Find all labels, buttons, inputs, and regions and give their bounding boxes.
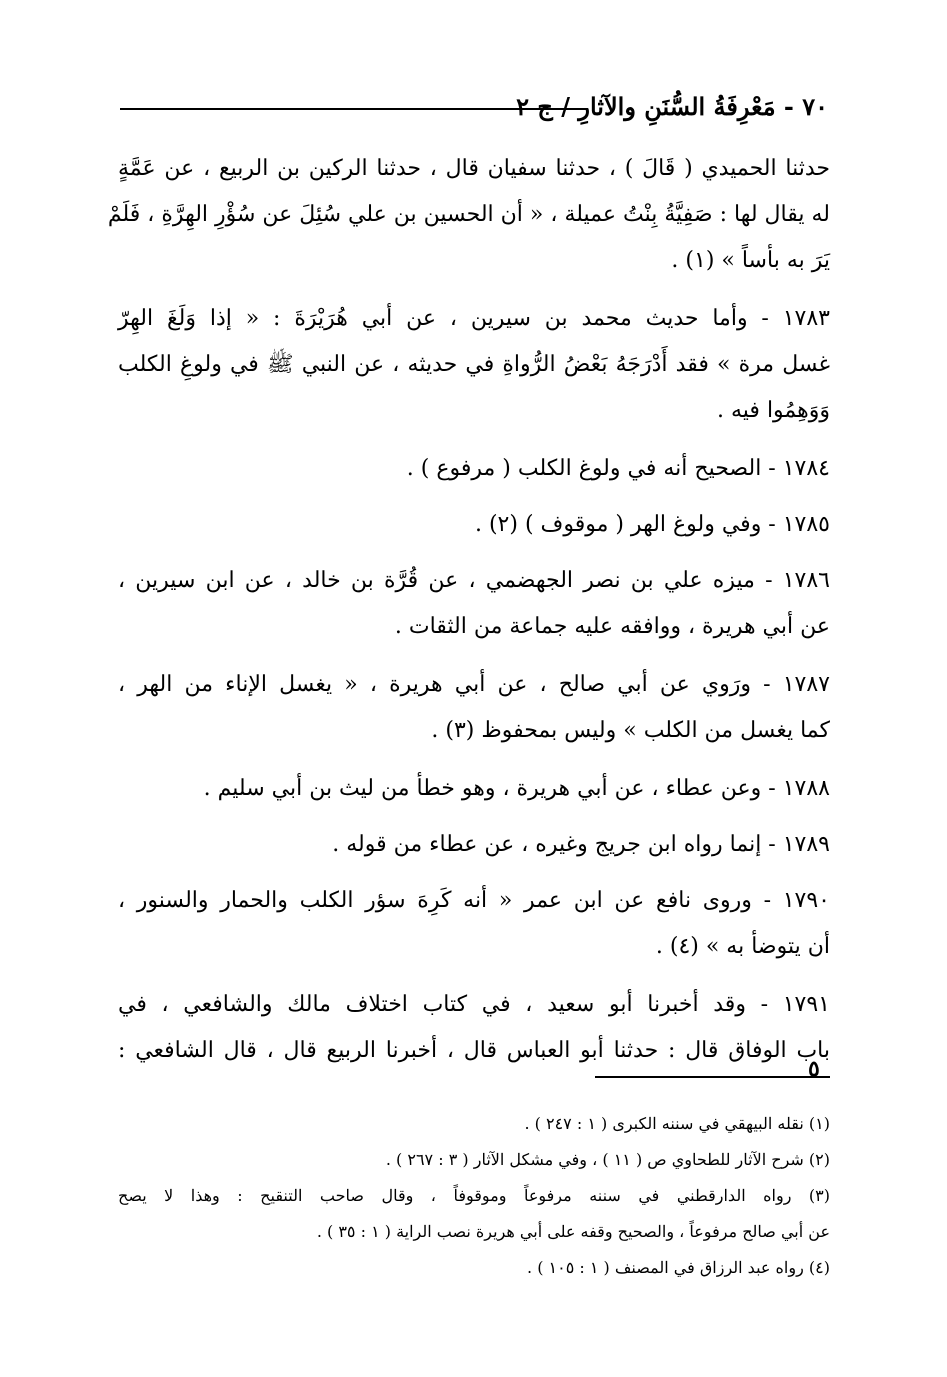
footnotes (118, 1106, 830, 1286)
paragraph-1786 (118, 558, 830, 650)
paragraph-1785 (118, 502, 830, 548)
text-line: وَوَهِمُوا فيه . (717, 398, 830, 423)
paragraph-1788 (118, 766, 830, 812)
text-line: ١٧٨٣ - وأما حديث محمد بن سيرين ، عن أبي هُرَيْرَةَ : « إذا وَلَغَ الهِرّ (118, 306, 830, 331)
text-line: ١٧٨٨ - وعن عطاء ، عن أبي هريرة ، وهو خطأ من ليث بن أبي سليم . (203, 776, 830, 801)
text-line: كما يغسل من الكلب » وليس بمحفوظ (٣) . (431, 718, 830, 743)
paragraph-intro (107, 146, 830, 284)
text-line: ١٧٨٤ - الصحيح أنه في ولوغ الكلب ( مرفوع ) . (406, 456, 830, 481)
footnote-3: (٣) رواه الدارقطني في سننه مرفوعاً وموقوفاً ، وقال صاحب التنقيح : وهذا لا يصح (118, 1186, 831, 1205)
main-text (107, 146, 830, 1086)
footnote-4: (٤) رواه عبد الرزاق في المصنف ( ١ : ١٠٥ ) . (527, 1258, 830, 1277)
text-line: غسل مرة » فقد أَدْرَجَهُ بَعْضُ الرُّواةِ في حديثه ، عن النبي ﷺ في ولوغِ الكلب (118, 352, 830, 377)
paragraph-1789 (118, 822, 830, 868)
paragraph-1790 (118, 878, 830, 970)
text-line: عن أبي هريرة ، ووافقه عليه جماعة من الثقات . (394, 614, 830, 639)
paragraph-1784 (118, 446, 830, 492)
text-line: له يقال لها : صَفِيَّةُ بِنْتُ عميلة ، « أن الحسين بن علي سُئِلَ عن سُؤْرِ الهِرَّةِ ، فَلَمْ (107, 202, 830, 227)
text-line: ١٧٩١ - وقد أخبرنا أبو سعيد ، في كتاب اختلاف مالك والشافعي ، في (118, 992, 830, 1017)
text-line: ١٧٨٧ - ورَوي عن أبي صالح ، عن أبي هريرة ، « يغسل الإناء من الهر ، (118, 672, 830, 697)
footnote-rule (595, 1076, 830, 1078)
page-header (120, 92, 828, 132)
paragraph-1787 (118, 662, 830, 754)
header-rule (120, 108, 588, 110)
footnote-3-continued: عن أبي صالح مرفوعاً ، والصحيح وقفه على أبي هريرة نصب الراية ( ١ : ٣٥ ) . (316, 1222, 830, 1241)
footnote-2: (٢) شرح الآثار للطحاوي ص ( ١١ ) ، وفي مشكل الآثار ( ٣ : ٢٦٧ ) . (385, 1150, 830, 1169)
paragraph-1791 (118, 982, 830, 1074)
page-header-title: ٧٠ - مَعْرِفَةُ السُّنَنِ والآثارِ / ج ٢ (516, 92, 828, 121)
text-line: ١٧٨٩ - إنما رواه ابن جريج وغيره ، عن عطاء من قوله . (332, 832, 830, 857)
text-line: ١٧٩٠ - وروى نافع عن ابن عمر « أنه كَرِهَ سؤر الكلب والحمار والسنور ، (118, 888, 830, 913)
footnote-mark: ٥ (808, 1056, 820, 1082)
text-line: حدثنا الحميدي ( قَالَ ) ، حدثنا سفيان قال ، حدثنا الركين بن الربيع ، عن عَمَّةٍ (118, 156, 830, 181)
text-line: ١٧٨٥ - وفي ولوغ الهر ( موقوف ) (٢) . (474, 512, 830, 537)
text-line: أن يتوضأ به » (٤) . (655, 934, 830, 959)
paragraph-1783 (118, 296, 830, 434)
footnote-1: (١) نقله البيهقي في سننه الكبرى ( ١ : ٢٤٧ ) . (524, 1114, 830, 1133)
text-line: يَرَ به بأساً » (١) . (671, 248, 830, 273)
text-line: ١٧٨٦ - ميزه علي بن نصر الجهضمي ، عن قُرَّة بن خالد ، عن ابن سيرين ، (118, 568, 830, 593)
text-line: باب الوفاق قال : حدثنا أبو العباس قال ، أخبرنا الربيع قال ، قال الشافعي : (118, 1038, 830, 1063)
